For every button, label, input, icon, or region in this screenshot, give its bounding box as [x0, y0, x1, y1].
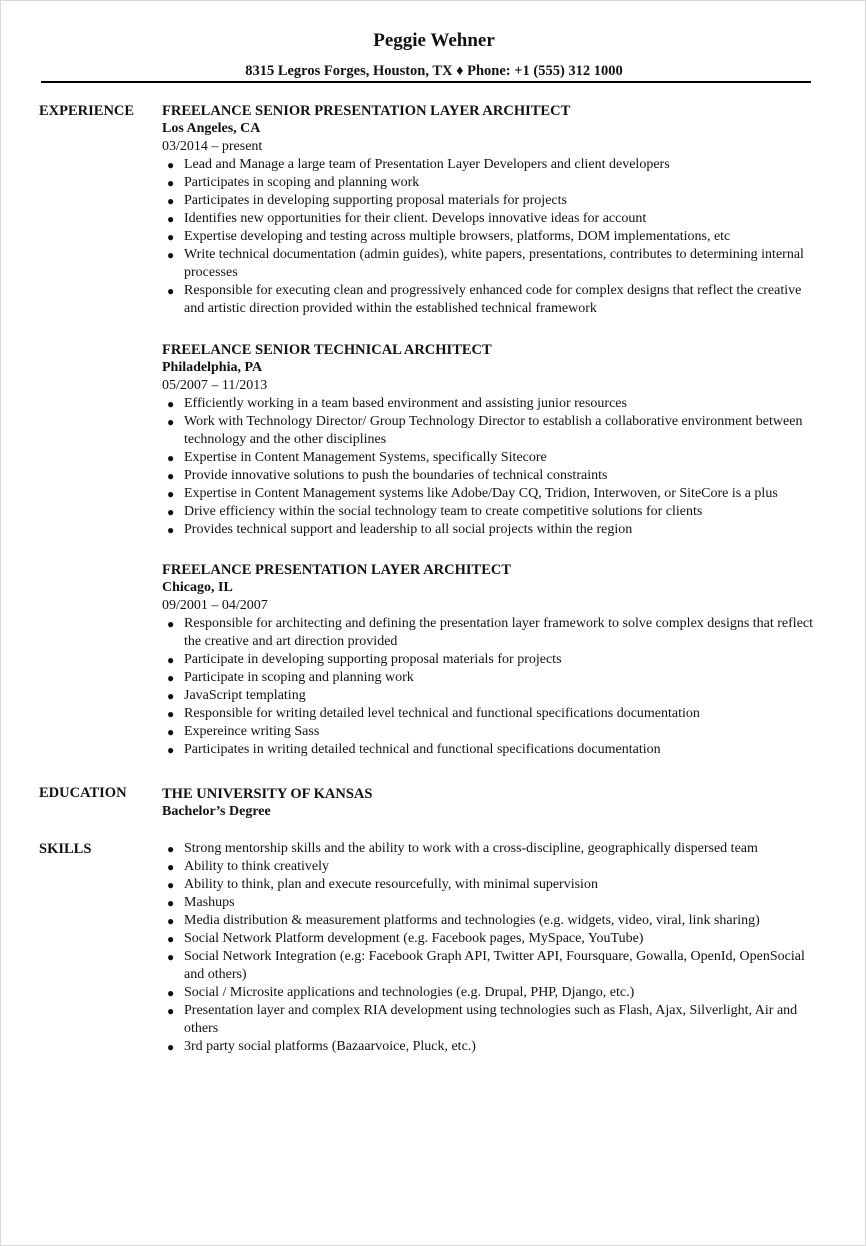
- list-item: [162, 840, 822, 858]
- list-item: [162, 228, 822, 246]
- job-dates: 03/2014 – present: [162, 139, 263, 154]
- job-title: FREELANCE SENIOR PRESENTATION LAYER ARCHITECT: [162, 103, 571, 119]
- bullet-icon: ●: [167, 158, 175, 172]
- bullet-icon: ●: [167, 743, 175, 757]
- job-location: Los Angeles, CA: [162, 121, 261, 136]
- bullet-icon: ●: [167, 1004, 175, 1018]
- skills-block: [162, 840, 822, 1056]
- list-item: [162, 651, 822, 669]
- list-item: [162, 503, 822, 521]
- degree: Bachelor’s Degree: [162, 804, 271, 819]
- skill-text: Social Network Integration (e.g: Facebook Graph API, Twitter API, Foursquare, Gowalla, OpenId, OpenSocial and others): [184, 949, 805, 982]
- list-item: [162, 723, 822, 741]
- job-title: FREELANCE SENIOR TECHNICAL ARCHITECT: [162, 342, 492, 358]
- skill-text: Ability to think, plan and execute resourcefully, with minimal supervision: [184, 877, 598, 892]
- list-item: [162, 1038, 822, 1056]
- bullet-text: Efficiently working in a team based environment and assisting junior resources: [184, 396, 627, 411]
- job-bullets: [162, 615, 822, 759]
- bullet-icon: ●: [167, 451, 175, 465]
- skill-text: Media distribution & measurement platforms and technologies (e.g. widgets, video, viral, link sharing): [184, 913, 760, 928]
- list-item: [162, 876, 822, 894]
- bullet-icon: ●: [167, 653, 175, 667]
- bullet-icon: ●: [167, 487, 175, 501]
- job-1: [162, 102, 822, 318]
- bullet-text: Participates in developing supporting proposal materials for projects: [184, 193, 567, 208]
- bullet-icon: ●: [167, 1040, 175, 1054]
- skill-text: Social / Microsite applications and technologies (e.g. Drupal, PHP, Django, etc.): [184, 985, 635, 1000]
- skill-text: Presentation layer and complex RIA development using technologies such as Flash, Ajax, Silverlight, Air and others: [184, 1003, 798, 1036]
- bullet-icon: ●: [167, 505, 175, 519]
- list-item: [162, 192, 822, 210]
- bullet-icon: ●: [167, 671, 175, 685]
- bullet-icon: ●: [167, 284, 175, 298]
- list-item: [162, 246, 822, 282]
- list-item: [162, 413, 822, 449]
- bullet-icon: ●: [167, 617, 175, 631]
- list-item: [162, 521, 822, 539]
- skill-text: Social Network Platform development (e.g. Facebook pages, MySpace, YouTube): [184, 931, 644, 946]
- bullet-text: Provide innovative solutions to push the boundaries of technical constraints: [184, 468, 608, 483]
- list-item: [162, 930, 822, 948]
- skill-text: Mashups: [184, 895, 235, 910]
- job-dates: 05/2007 – 11/2013: [162, 378, 268, 393]
- bullet-text: Participate in scoping and planning work: [184, 670, 414, 685]
- list-item: [162, 449, 822, 467]
- job-3: [162, 561, 822, 759]
- bullet-text: Expereince writing Sass: [184, 724, 320, 739]
- list-item: [162, 467, 822, 485]
- job-title: FREELANCE PRESENTATION LAYER ARCHITECT: [162, 562, 512, 578]
- bullet-text: Drive efficiency within the social technology team to create competitive solutions for clients: [184, 504, 703, 519]
- skill-text: 3rd party social platforms (Bazaarvoice, Pluck, etc.): [184, 1039, 476, 1054]
- contact-line: 8315 Legros Forges, Houston, TX ♦ Phone: +1 (555) 312 1000: [245, 63, 623, 79]
- bullet-text: Expertise developing and testing across multiple browsers, platforms, DOM implementations, etc: [184, 229, 731, 244]
- bullet-text: Expertise in Content Management systems like Adobe/Day CQ, Tridion, Interwoven, or SiteCore is a plus: [184, 486, 778, 501]
- list-item: [162, 1002, 822, 1038]
- bullet-icon: ●: [167, 248, 175, 262]
- job-bullets: [162, 395, 822, 539]
- list-item: [162, 395, 822, 413]
- school-name: THE UNIVERSITY OF KANSAS: [162, 786, 373, 802]
- list-item: [162, 984, 822, 1002]
- bullet-text: Identifies new opportunities for their client. Develops innovative ideas for account: [184, 211, 647, 226]
- bullet-icon: ●: [167, 878, 175, 892]
- bullet-icon: ●: [167, 842, 175, 856]
- list-item: [162, 282, 822, 318]
- education-heading: EDUCATION: [39, 785, 127, 801]
- list-item: [162, 741, 822, 759]
- bullet-text: Write technical documentation (admin guides), white papers, presentations, contributes to determining internal processes: [184, 247, 804, 280]
- bullet-icon: ●: [167, 986, 175, 1000]
- bullet-icon: ●: [167, 914, 175, 928]
- bullet-text: Participates in scoping and planning work: [184, 175, 420, 190]
- bullet-icon: ●: [167, 725, 175, 739]
- experience-heading: EXPERIENCE: [39, 103, 135, 119]
- skills-heading: SKILLS: [39, 841, 92, 857]
- job-2: [162, 341, 822, 539]
- list-item: [162, 210, 822, 228]
- list-item: [162, 912, 822, 930]
- bullet-text: Responsible for executing clean and progressively enhanced code for complex designs that reflect the creative and artistic direction provided within the established technical framework: [184, 283, 802, 316]
- bullet-text: Lead and Manage a large team of Presentation Layer Developers and client developers: [184, 157, 670, 172]
- job-bullets: [162, 156, 822, 318]
- job-location: Chicago, IL: [162, 580, 233, 595]
- bullet-icon: ●: [167, 469, 175, 483]
- list-item: [162, 615, 822, 651]
- skills-list: [162, 840, 822, 1056]
- bullet-text: Participate in developing supporting proposal materials for projects: [184, 652, 562, 667]
- list-item: [162, 485, 822, 503]
- bullet-icon: ●: [167, 230, 175, 244]
- list-item: [162, 156, 822, 174]
- bullet-icon: ●: [167, 194, 175, 208]
- bullet-icon: ●: [167, 860, 175, 874]
- candidate-name: Peggie Wehner: [373, 30, 495, 51]
- bullet-icon: ●: [167, 212, 175, 226]
- bullet-icon: ●: [167, 415, 175, 429]
- list-item: [162, 948, 822, 984]
- header-divider: [41, 81, 811, 83]
- bullet-icon: ●: [167, 523, 175, 537]
- bullet-text: Provides technical support and leadership to all social projects within the region: [184, 522, 633, 537]
- bullet-icon: ●: [167, 932, 175, 946]
- bullet-icon: ●: [167, 689, 175, 703]
- bullet-text: Participates in writing detailed technical and functional specifications documentation: [184, 742, 661, 757]
- bullet-text: Responsible for writing detailed level technical and functional specifications documentation: [184, 706, 700, 721]
- list-item: [162, 858, 822, 876]
- bullet-icon: ●: [167, 397, 175, 411]
- list-item: [162, 894, 822, 912]
- education-block: [162, 785, 822, 821]
- bullet-text: Expertise in Content Management Systems, specifically Sitecore: [184, 450, 547, 465]
- bullet-text: JavaScript templating: [184, 688, 306, 703]
- bullet-icon: ●: [167, 176, 175, 190]
- skill-text: Ability to think creatively: [184, 859, 330, 874]
- bullet-icon: ●: [167, 707, 175, 721]
- bullet-icon: ●: [167, 896, 175, 910]
- list-item: [162, 174, 822, 192]
- bullet-text: Work with Technology Director/ Group Technology Director to establish a collaborative environment between technology and the other disciplines: [184, 414, 803, 447]
- skill-text: Strong mentorship skills and the ability to work with a cross-discipline, geographically dispersed team: [184, 841, 758, 856]
- list-item: [162, 687, 822, 705]
- bullet-text: Responsible for architecting and defining the presentation layer framework to solve complex designs that reflect the creative and art direction provided: [184, 616, 814, 649]
- job-location: Philadelphia, PA: [162, 360, 263, 375]
- bullet-icon: ●: [167, 950, 175, 964]
- list-item: [162, 669, 822, 687]
- list-item: [162, 705, 822, 723]
- job-dates: 09/2001 – 04/2007: [162, 598, 268, 613]
